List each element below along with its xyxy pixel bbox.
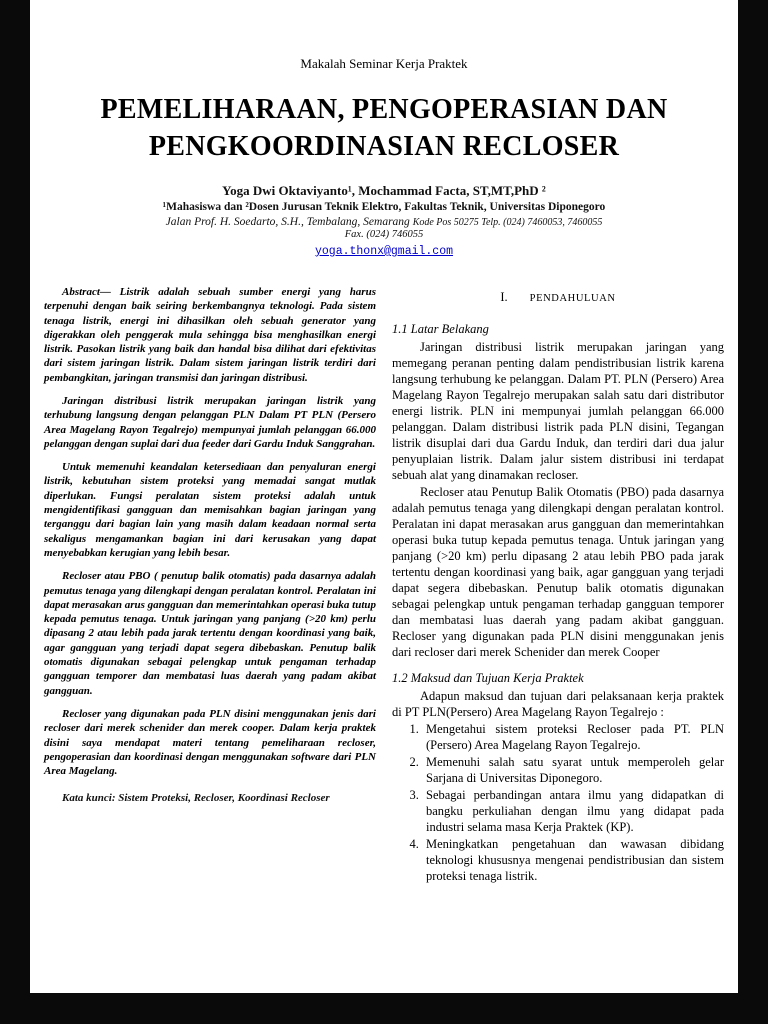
fax-line: Fax. (024) 746055 [344, 228, 424, 240]
goal-item: 1. Mengetahui sistem proteksi Recloser pada PT. PLN (Persero) Area Magelang Rayon Tegalrejo. [422, 721, 724, 753]
keywords-line: Kata kunci: Sistem Proteksi, Recloser, Koordinasi Recloser [62, 792, 330, 805]
authors-line: Yoga Dwi Oktaviyanto¹, Mochammad Facta, ST,MT,PhD ² [222, 182, 546, 198]
affiliation-line: ¹Mahasiswa dan ²Dosen Jurusan Teknik Elektro, Fakultas Teknik, Universitas Diponegoro [162, 200, 606, 213]
address-street: Jalan Prof. H. Soedarto, S.H., Tembalang, Semarang [165, 215, 410, 228]
body-paragraph: Recloser atau Penutup Balik Otomatis (PBO) pada dasarnya adalah pemutus tenaga yang dilengkapi dengan peralatan kontrol. Peralatan ini dapat merasakan arus gangguan dan memerintahkan operasi buka tutup kepada pemutus tenaga. Untuk jaringan yang panjang (>20 km) perlu dipasang 2 atau lebih PBO pada jarak tertentu dengan koordinasi yang baik, agar gangguan yang terjadi dapat segera dibebaskan. Penutup balik otomatis digunakan sebagai pelengkap untuk pengaman terhadap gangguan temporer dan membatasi luas daerah yang padam akibat gangguan. Recloser yang digunakan pada PLN disini menggunakan jenis dari recloser dari merek Schenider dan merek Cooper [392, 485, 724, 660]
goal-item: 2. Memenuhi salah satu syarat untuk memperoleh gelar Sarjana di Universitas Diponegoro. [422, 754, 724, 786]
author-email-link[interactable]: yoga.thonx@gmail.com [314, 244, 454, 258]
paper-type-header: Makalah Seminar Kerja Praktek [300, 56, 468, 71]
body-paragraph: Adapun maksud dan tujuan dari pelaksanaan kerja praktek di PT PLN(Persero) Area Magelang Rayon Tegalrejo : [392, 689, 724, 720]
section-number: I. [500, 289, 508, 304]
goal-item: 3. Sebagai perbandingan antara ilmu yang didapatkan di bangku perkuliahan dengan ilmu yang didapat pada industri selama masa Kerja Praktek (KP). [422, 787, 724, 835]
body-paragraph: Jaringan distribusi listrik merupakan jaringan yang memegang peranan penting dalam pendistribusian listrik karena langsung terhubung ke pelanggan. Dalam PT. PLN (Persero) Area Magelang Rayon Tegalrejo merupakan salah satu dari distributor energi listrik. PLN ini mempunyai jumlah pelanggan 66.000 pelanggan. Dalam distribusi listrik pada PLN disini, Tegangan listrik disuplai dari dua Gardu Induk, dan terdiri dari dua jalur penyuplaian listrik. Dalam jalur sistem distribusi ini terdapat sebuah alat yang dinamakan recloser. [392, 340, 724, 483]
abstract-paragraph: Untuk memenuhi keandalan ketersediaan dan penyaluran energi listrik, kebutuhan sistem proteksi yang memadai sangat mutlak diperlukan. Fungsi peralatan sistem proteksi adalah untuk mengidentifikasi gangguan dan memisahkan bagian jaringan yang terganggu dari bagian lain yang masih dalam keadaan normal serta sekaligus mengamankan bagian ini dari kerusakan yang dapat menyebabkan kerugian yang lebih besar. [44, 461, 376, 559]
abstract-paragraph: Recloser atau PBO ( penutup balik otomatis) pada dasarnya adalah pemutus tenaga yang dilengkapi dengan peralatan kontrol. Peralatan ini dapat merasakan arus gangguan dan memerintahkan operasi buka tutup kepada pemutus tenaga. Untuk jaringan yang panjang (>20 km) perlu dipasang 2 atau lebih pada jarak tertentu dengan koordinasi yang baik, agar gangguan yang terjadi dapat segera dibebaskan. Penutup balik otomatis digunakan sebagai pelengkap untuk pengaman terhadap gangguan temporer dan membatasi luas daerah yang padam akibat gangguan. [44, 570, 376, 697]
paper-title-line2: PENGKOORDINASIAN RECLOSER [148, 130, 620, 162]
abstract-column [44, 285, 376, 885]
section-heading-pendahuluan [392, 289, 724, 305]
paper-title-line1: PEMELIHARAAN, PENGOPERASIAN DAN [100, 94, 668, 125]
abstract-paragraph: Recloser yang digunakan pada PLN disini menggunakan jenis dari recloser dari merek schenider dan merek cooper. Dalam kerja praktek disini saya mendapat materi tentang pemeliharaan recloser, pengoperasian dan koordinasi dengan menggunakan software dari PLN Area Magelang. [44, 707, 376, 778]
email-line [44, 241, 724, 259]
subsection-title-latar-belakang: 1.1 Latar Belakang [392, 322, 489, 337]
document-page [30, 0, 738, 993]
address-line [44, 216, 724, 228]
goal-item: 4. Meningkatkan pengetahuan dan wawasan dibidang teknologi khususnya mengenai pendistribusian dan sistem proteksi tenaga listrik. [422, 836, 724, 884]
two-column-body [44, 285, 724, 885]
abstract-paragraph: Jaringan distribusi listrik merupakan jaringan listrik yang terhubung langsung dengan pelanggan PLN Dalam PT PLN (Persero Area Magelang Rayon Tegalrejo) mempunyai jumlah pelanggan 66.000 pelanggan dengan suplai dari dua feeder dari Gardu Induk Sanggrahan. [44, 394, 376, 450]
goals-list [422, 721, 724, 884]
paper-title [44, 92, 724, 166]
subsection-title-maksud-tujuan: 1.2 Maksud dan Tujuan Kerja Praktek [392, 671, 584, 686]
address-detail: Kode Pos 50275 Telp. (024) 7460053, 7460055 [412, 216, 603, 228]
introduction-column [392, 285, 724, 885]
abstract-paragraph: Abstract— Listrik adalah sebuah sumber energi yang harus terpenuhi dengan baik seiring berkembangnya teknologi. Pada sistem tenaga listrik, energi ini dihasilkan oleh sebuah generator yang digerakkan oleh penggerak mula sehingga bisa menghasilkan energi listrik. Pasokan listrik yang baik dan handal bisa dilihat dari efektivitas dari sistem jaringan listrik. Dalam sistem jaringan listrik terdiri dari pembangkitan, jaringan transmisi dan jaringan distribusi. [44, 285, 376, 384]
section-title: PENDAHULUAN [529, 292, 616, 304]
